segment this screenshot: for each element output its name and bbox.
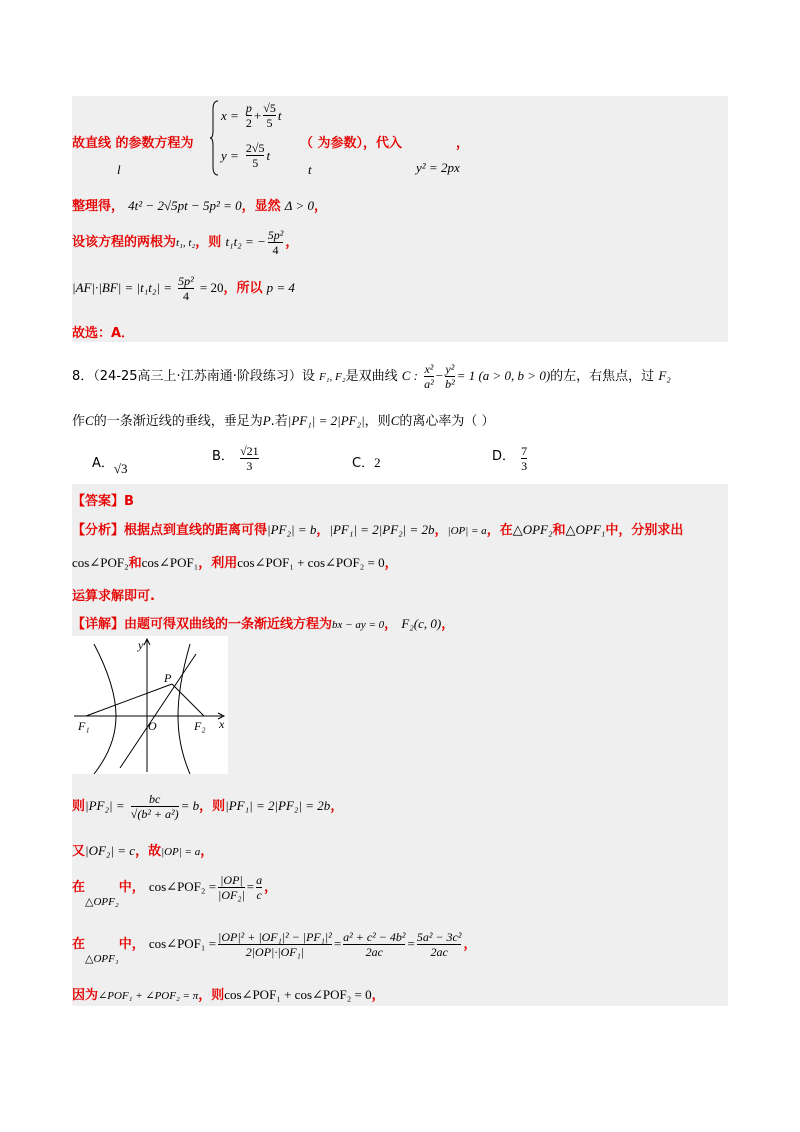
- f2-label: F₂: [194, 719, 206, 733]
- f1-label: F₁: [78, 719, 90, 733]
- option-a[interactable]: A．√3: [92, 456, 128, 476]
- option-b[interactable]: B． $\frac{√21}{3}$: [212, 444, 259, 473]
- o-label: O: [148, 719, 157, 733]
- product-line: |AF|·|BF| = |t₁t₂| = $\frac{\text{5p²}}{4}$ = 20，所以 p = 4: [72, 274, 295, 303]
- right-branch: [178, 644, 190, 774]
- answer-tag-line: 【答案】B: [72, 494, 134, 509]
- hyperbola-figure: [72, 636, 228, 774]
- l-var: l: [117, 162, 121, 177]
- segment-f1-p: [86, 684, 172, 716]
- segment-p-f2: [172, 684, 204, 716]
- step-3: 在$_{\triangle OPF_2}$中， cos∠POF₂ = $\frac{|OP|}{\text{|OF₂|}}$ = $\frac{a}{c}$ ，: [72, 873, 278, 908]
- eq-x: x = $\frac{p}{2}$ + $\frac{√5}{5}$ t: [221, 101, 282, 130]
- options-row: [92, 444, 692, 480]
- step-2: 又|OF₂| = c，故|OP| = a，: [72, 843, 214, 859]
- option-d[interactable]: D． $\frac{7}{3}$: [492, 444, 528, 473]
- step-5: 因为∠POF₁ + ∠POF₂ = π，则cos∠POF₁ + cos∠POF₂ = 0，: [72, 987, 385, 1003]
- asymptote: [120, 654, 196, 768]
- simplify-line: 整理得， 4t² − 2√5pt − 5p² = 0，显然 Δ > 0，: [72, 198, 327, 214]
- param-system: [210, 99, 300, 177]
- question-line-1: 8．（24-25高三上·江苏南通·阶段练习）设 F₁, F₂是双曲线 C : $\frac{\text{x²}}{\text{a²}}$ − $\frac{\text{y²}}{\text{b²}}$ = 1 (a > 0, b > 0)的左，右焦点，过 F₂: [72, 362, 671, 391]
- t-var: t: [308, 162, 312, 177]
- param-note: （ 为参数），代入: [300, 136, 403, 151]
- roots-line: 设该方程的两根为t₁, t₂，则 t₁t₂ = − $\frac{\text{5p²}}{4}$ ，: [72, 228, 299, 257]
- param-line: 故直线 的参数方程为: [72, 136, 194, 151]
- step-1: 则|PF₂| = $\frac{bc}{\text{√(b² + a²)}}$ = b，则|PF₁| = 2|PF₂| = 2b，: [72, 792, 344, 821]
- detail-line: 【详解】由题可得双曲线的一条渐近线方程为bx − ay = 0， F₂(c, 0)，: [72, 616, 455, 632]
- eq-y: y = $\frac{2√5}{5}$ t: [221, 141, 271, 170]
- x-label: x: [219, 717, 225, 731]
- answer-line: 故选：A．: [72, 326, 135, 341]
- analysis-line-2: cos∠POF₂和cos∠POF₁，利用cos∠POF₁ + cos∠POF₂ = 0，: [72, 555, 398, 571]
- brace-icon: [210, 99, 220, 177]
- parabola-eq: y² = 2px: [416, 160, 460, 175]
- question-line-2: 作C的一条渐近线的垂线，垂足为P.若|PF₁| = 2|PF₂|，则C的离心率为（ ）: [72, 413, 495, 429]
- p-label: P: [164, 671, 172, 685]
- analysis-line-1: 【分析】根据点到直线的距离可得|PF₂| = b，|PF₁| = 2|PF₂| = 2b，|OP| = a，在△OPF₂和△OPF₁中，分别求出: [72, 522, 684, 538]
- option-c[interactable]: C．2: [352, 455, 381, 471]
- analysis-line-3: 运算求解即可.: [72, 589, 155, 604]
- step-4: 在$_{\triangle OPF_1}$中， cos∠POF₁ = $\frac{\text{|OP|² + |OF₁|² − |PF₁|²}}{\text{2|OP|·|OF₁|}}$ = $\frac{\text{a² + c² − 4b²}}{2ac}$ = $\frac{\text{5a² − 3c²}}{2ac}$ ，: [72, 930, 477, 965]
- hyperbola-diagram: [72, 636, 228, 774]
- comma: ，: [456, 136, 470, 151]
- y-label: y: [138, 638, 144, 652]
